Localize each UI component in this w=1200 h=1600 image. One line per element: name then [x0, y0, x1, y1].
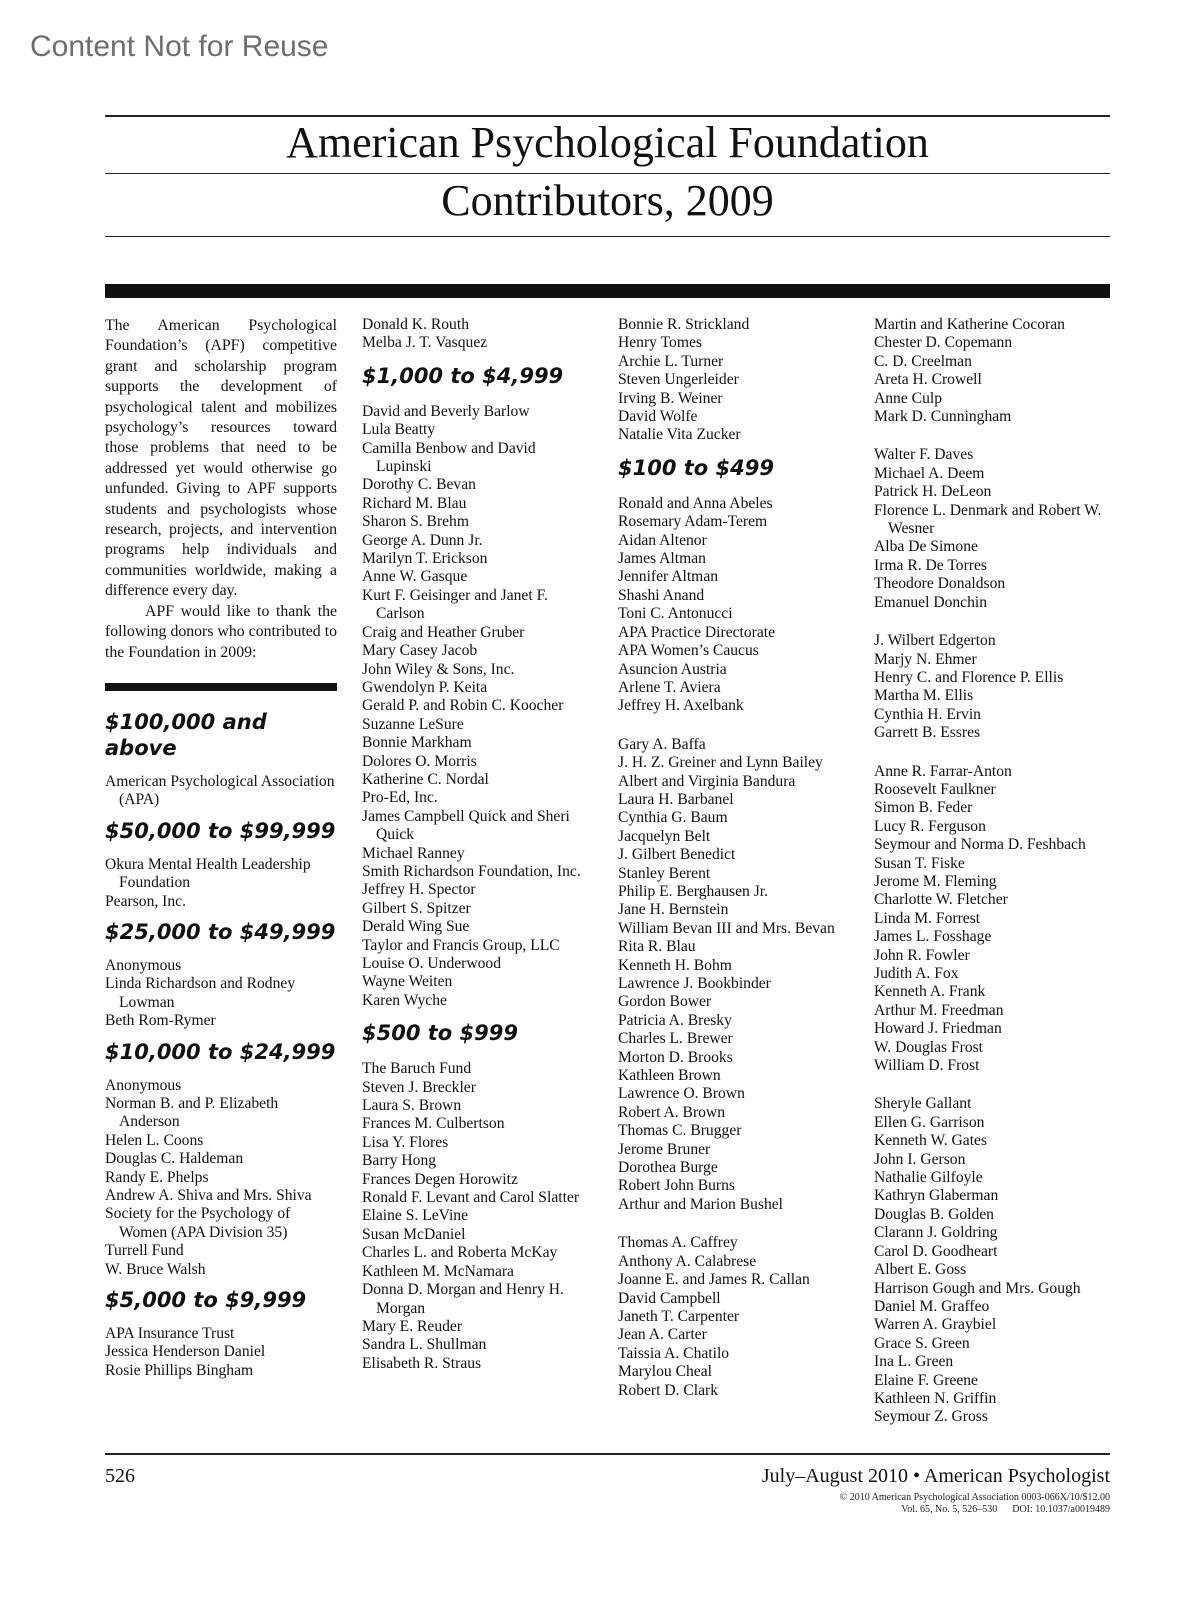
donor-name: Shashi Anand: [618, 586, 705, 604]
donor-name: Steven Ungerleider: [618, 371, 739, 389]
donor-name: Seymour and Norma D. Feshbach: [874, 836, 1086, 854]
donor-name: Arthur and Marion Bushel: [618, 1195, 784, 1213]
donor-name: Richard M. Blau: [362, 494, 467, 512]
donor-name: Aidan Altenor: [618, 531, 707, 549]
donor-name: Susan McDaniel: [362, 1225, 466, 1243]
donor-name: Howard J. Friedman: [874, 1020, 1002, 1038]
journal-issue: July–August 2010 • American Psychologist: [761, 1465, 1110, 1487]
donor-name: Arthur M. Freedman: [874, 1001, 1004, 1019]
donor-name: Asuncion Austria: [618, 660, 727, 678]
donor-name: W. Bruce Walsh: [105, 1260, 206, 1278]
donor-name: Donald K. Routh: [362, 316, 469, 333]
donor-name: Simon B. Feder: [874, 799, 973, 817]
donor-name: Toni C. Antonucci: [618, 605, 733, 623]
donor-name: Marjy N. Ehmer: [874, 650, 977, 668]
donor-name: Rosie Phillips Bingham: [105, 1361, 254, 1379]
donor-name: Jean A. Carter: [618, 1326, 707, 1344]
footer-rule: [105, 1453, 1110, 1455]
intro-paragraph-2: APF would like to thank the following donors who contributed to the Foundation in 2009:: [105, 602, 337, 661]
tier-heading: $500 to $999: [362, 1021, 518, 1046]
donor-name: Ronald F. Levant and Carol Slatter: [362, 1189, 580, 1207]
donor-name: Douglas B. Golden: [874, 1205, 994, 1223]
donor-name: George A. Dunn Jr.: [362, 531, 483, 549]
donor-list: [105, 773, 337, 810]
donor-name: Anthony A. Calabrese: [618, 1252, 757, 1270]
donor-name: APA Women’s Caucus: [618, 642, 759, 660]
donor-name: Karen Wyche: [362, 991, 447, 1009]
column-3: [618, 316, 850, 1400]
donor-name: William Bevan III and Mrs. Bevan: [618, 919, 835, 937]
donor-name: Thomas A. Caffrey: [618, 1234, 738, 1252]
donor-name: Wayne Weiten: [362, 973, 453, 991]
donor-name: Jessica Henderson Daniel: [105, 1343, 266, 1361]
donor-name: James Campbell Quick and Sheri Quick: [362, 807, 570, 844]
donor-name: Melba J. T. Vasquez: [362, 334, 488, 352]
donor-name: American Psychological Association (APA): [105, 772, 335, 809]
donor-name: Jerome M. Fleming: [874, 872, 997, 890]
donor-name: John I. Gerson: [874, 1150, 966, 1168]
column-1: [105, 316, 337, 1380]
donor-name: David Campbell: [618, 1289, 721, 1307]
donor-name: Carol D. Goodheart: [874, 1242, 998, 1260]
donor-name: Areta H. Crowell: [874, 371, 982, 389]
tier-heading: $10,000 to $24,999: [105, 1039, 336, 1064]
donor-name: Donna D. Morgan and Henry H. Morgan: [362, 1281, 564, 1317]
donor-name: Kathleen M. McNamara: [362, 1262, 514, 1280]
donor-name: Randy E. Phelps: [105, 1168, 209, 1186]
donor-list: [105, 957, 337, 1031]
donor-name: Mary E. Reuder: [362, 1317, 463, 1335]
donor-name: Craig and Heather Gruber: [362, 623, 525, 641]
donor-name: Pearson, Inc.: [105, 892, 186, 910]
donor-name: Robert D. Clark: [618, 1381, 719, 1399]
donor-name: The Baruch Fund: [362, 1060, 472, 1078]
donor-name: Stanley Berent: [618, 864, 711, 882]
donor-name: Jeffrey H. Axelbank: [618, 697, 744, 715]
tier-heading: $25,000 to $49,999: [105, 919, 336, 944]
donor-name: Bonnie R. Strickland: [618, 316, 750, 333]
donor-name: Kurt F. Geisinger and Janet F. Carlson: [362, 586, 548, 623]
donor-name: Garrett B. Essres: [874, 724, 981, 742]
donor-name: Lawrence J. Bookbinder: [618, 975, 771, 992]
title-thick-bar: [105, 284, 1110, 298]
donor-name: Katherine C. Nordal: [362, 770, 489, 788]
donor-name: Frances M. Culbertson: [362, 1115, 505, 1133]
donor-name: Marylou Cheal: [618, 1363, 712, 1381]
title-bottom-rule: [105, 236, 1110, 237]
donor-name: Charles L. and Roberta McKay: [362, 1244, 558, 1262]
donor-list: [618, 736, 850, 1215]
tier-heading: $50,000 to $99,999: [105, 818, 336, 843]
donor-name: Cynthia G. Baum: [618, 809, 728, 827]
tier-heading: $1,000 to $4,999: [362, 363, 564, 388]
donor-name: Patricia A. Bresky: [618, 1011, 732, 1029]
column-4: [874, 316, 1110, 1427]
donor-name: Suzanne LeSure: [362, 715, 464, 733]
donor-name: David Wolfe: [618, 408, 698, 426]
donor-name: Louise O. Underwood: [362, 955, 502, 972]
donor-name: Elaine F. Greene: [874, 1371, 978, 1389]
donor-name: Morton D. Brooks: [618, 1048, 733, 1066]
donor-name: Warren A. Graybiel: [874, 1316, 997, 1334]
donor-name: Michael A. Deem: [874, 464, 985, 482]
donor-name: Charlotte W. Fletcher: [874, 891, 1008, 909]
donor-name: Gordon Bower: [618, 993, 712, 1011]
donor-name: Linda Richardson and Rodney Lowman: [105, 975, 296, 1011]
donor-name: Jane H. Bernstein: [618, 901, 729, 919]
donor-name: Gary A. Baffa: [618, 735, 706, 753]
donor-name: APA Insurance Trust: [105, 1325, 235, 1343]
donor-name: Sharon S. Brehm: [362, 513, 469, 531]
donor-name: Beth Rom-Rymer: [105, 1012, 216, 1030]
donor-name: John R. Fowler: [874, 946, 970, 964]
column-2: [362, 316, 594, 1373]
donor-name: J. H. Z. Greiner and Lynn Bailey: [618, 754, 823, 772]
donor-name: APA Practice Directorate: [618, 623, 776, 641]
donor-name: Pro-Ed, Inc.: [362, 789, 438, 807]
donor-list: [105, 1077, 337, 1279]
donor-name: Sheryle Gallant: [874, 1095, 972, 1113]
donor-name: Helen L. Coons: [105, 1131, 204, 1149]
donor-name: Michael Ranney: [362, 844, 465, 862]
donor-name: Kenneth W. Gates: [874, 1132, 988, 1150]
donor-list: [362, 316, 594, 353]
donor-name: Natalie Vita Zucker: [618, 426, 741, 444]
donor-name: Barry Hong: [362, 1152, 437, 1170]
donor-name: Cynthia H. Ervin: [874, 705, 981, 723]
donor-name: Nathalie Gilfoyle: [874, 1169, 983, 1187]
donor-list: [874, 763, 1110, 1076]
donor-name: Ina L. Green: [874, 1353, 954, 1371]
donor-name: Kathleen Brown: [618, 1067, 721, 1085]
donor-name: Archie L. Turner: [618, 352, 724, 370]
donor-name: Charles L. Brewer: [618, 1030, 733, 1048]
donor-name: Irma R. De Torres: [874, 556, 987, 574]
donor-name: Camilla Benbow and David Lupinski: [362, 439, 536, 476]
donor-name: Harrison Gough and Mrs. Gough: [874, 1279, 1081, 1297]
donor-name: Anonymous: [105, 956, 182, 974]
donor-name: Lawrence O. Brown: [618, 1085, 745, 1103]
donor-name: Clarann J. Goldring: [874, 1224, 998, 1242]
donor-name: Andrew A. Shiva and Mrs. Shiva: [105, 1187, 312, 1204]
donor-name: W. Douglas Frost: [874, 1038, 984, 1056]
page-number: 526: [105, 1465, 135, 1487]
donor-list: [362, 1060, 594, 1373]
donor-name: Janeth T. Carpenter: [618, 1307, 740, 1325]
donor-name: David and Beverly Barlow: [362, 402, 530, 420]
donor-name: Albert and Virginia Bandura: [618, 772, 796, 790]
donor-name: J. Gilbert Benedict: [618, 846, 736, 864]
donor-name: Patrick H. DeLeon: [874, 483, 992, 501]
donor-name: John Wiley & Sons, Inc.: [362, 660, 515, 678]
donor-name: Joanne E. and James R. Callan: [618, 1271, 810, 1289]
donor-name: Irving B. Weiner: [618, 389, 723, 407]
donor-name: Anne Culp: [874, 389, 943, 407]
donor-name: Martin and Katherine Cocoran: [874, 316, 1065, 333]
donor-name: Taissia A. Chatilo: [618, 1344, 730, 1362]
donor-name: Smith Richardson Foundation, Inc.: [362, 862, 581, 880]
donor-name: Elisabeth R. Straus: [362, 1354, 482, 1372]
donor-list: [618, 495, 850, 716]
copyright-line: © 2010 American Psychological Association 0003-066X/10/$12.00: [839, 1492, 1110, 1503]
donor-name: Philip E. Berghausen Jr.: [618, 882, 769, 900]
donor-name: Roosevelt Faulkner: [874, 780, 996, 798]
donor-name: C. D. Creelman: [874, 352, 972, 370]
volume-doi-line: Vol. 65, No. 5, 526–530 DOI: 10.1037/a0019489: [901, 1504, 1110, 1515]
donor-name: Alba De Simone: [874, 538, 978, 556]
donor-name: Emanuel Donchin: [874, 593, 988, 611]
donor-name: Gilbert S. Spitzer: [362, 899, 471, 917]
donor-name: Okura Mental Health Leadership Foundation: [105, 855, 311, 892]
donor-name: Linda M. Forrest: [874, 909, 981, 927]
donor-name: Kenneth H. Bohm: [618, 956, 732, 974]
donor-name: James Altman: [618, 550, 706, 568]
donor-name: Lisa Y. Flores: [362, 1133, 449, 1151]
donor-name: Gwendolyn P. Keita: [362, 678, 488, 696]
donor-name: Rita R. Blau: [618, 938, 696, 956]
donor-name: Bonnie Markham: [362, 734, 472, 752]
donor-name: Dorothea Burge: [618, 1159, 718, 1177]
donor-name: Kathryn Glaberman: [874, 1187, 999, 1205]
donor-name: Anne R. Farrar-Anton: [874, 762, 1012, 780]
donor-name: Turrell Fund: [105, 1242, 184, 1260]
donor-name: Martha M. Ellis: [874, 687, 974, 705]
donor-name: Seymour Z. Gross: [874, 1408, 988, 1426]
donor-name: William D. Frost: [874, 1057, 980, 1075]
donor-name: Jerome Bruner: [618, 1140, 711, 1158]
donor-name: Ronald and Anna Abeles: [618, 494, 773, 512]
tier-heading: $100 to $499: [618, 455, 774, 480]
donor-name: Kenneth A. Frank: [874, 983, 986, 1001]
donor-name: Mary Casey Jacob: [362, 642, 478, 660]
watermark: Content Not for Reuse: [30, 30, 329, 63]
donor-name: Frances Degen Horowitz: [362, 1170, 518, 1188]
intro-paragraph-1: The American Psychological Foundation’s (APF) competitive grant and scholarship program supports the development of psychological talent and mobilizes psychology’s resources toward those problems that need to be addressed yet would otherwise go unfunded. Giving to APF supports students and psychologists whose research, projects, and intervention programs help individuals and communities worldwide, making a difference every day.: [105, 317, 337, 600]
donor-name: Walter F. Daves: [874, 446, 974, 464]
donor-name: Dorothy C. Bevan: [362, 476, 476, 494]
donor-name: J. Wilbert Edgerton: [874, 632, 996, 650]
donor-list: [618, 1234, 850, 1400]
donor-name: Sandra L. Shullman: [362, 1336, 487, 1354]
donor-name: Dolores O. Morris: [362, 752, 477, 770]
donor-name: Rosemary Adam-Terem: [618, 513, 768, 531]
section-divider-bar: [105, 683, 337, 691]
donor-name: Taylor and Francis Group, LLC: [362, 936, 560, 954]
donor-name: Steven J. Breckler: [362, 1078, 476, 1096]
donor-name: Judith A. Fox: [874, 965, 959, 982]
donor-name: Chester D. Copemann: [874, 334, 1013, 352]
intro-text: [105, 316, 337, 663]
donor-name: Theodore Donaldson: [874, 575, 1006, 593]
donor-name: Anne W. Gasque: [362, 568, 468, 586]
donor-name: Lula Beatty: [362, 421, 436, 439]
donor-name: Jennifer Altman: [618, 568, 719, 586]
donor-name: Society for the Psychology of Women (APA Division 35): [105, 1205, 291, 1241]
donor-list: [874, 1095, 1110, 1426]
donor-name: Kathleen N. Griffin: [874, 1389, 997, 1407]
donor-name: Lucy R. Ferguson: [874, 817, 986, 835]
donor-name: Ellen G. Garrison: [874, 1113, 985, 1131]
donor-name: Marilyn T. Erickson: [362, 550, 488, 568]
donor-name: Robert John Burns: [618, 1177, 735, 1195]
donor-list: [874, 316, 1110, 426]
donor-name: Douglas C. Haldeman: [105, 1150, 244, 1168]
donor-list: [874, 446, 1110, 612]
donor-name: Henry Tomes: [618, 334, 702, 352]
donor-name: Albert E. Goss: [874, 1261, 967, 1279]
tier-heading: $100,000 and above: [105, 709, 267, 760]
donor-list: [105, 1325, 337, 1380]
donor-name: Jeffrey H. Spector: [362, 881, 476, 899]
donor-name: Mark D. Cunningham: [874, 408, 1012, 426]
donor-name: Florence L. Denmark and Robert W. Wesner: [874, 501, 1102, 538]
donor-name: Anonymous: [105, 1076, 182, 1094]
donor-name: Daniel M. Graffeo: [874, 1297, 990, 1315]
donor-name: Jacquelyn Belt: [618, 827, 711, 845]
donor-name: Henry C. and Florence P. Ellis: [874, 668, 1064, 686]
donor-list: [362, 403, 594, 1010]
donor-name: Gerald P. and Robin C. Koocher: [362, 697, 564, 715]
donor-name: Robert A. Brown: [618, 1103, 725, 1121]
donor-list: [105, 856, 337, 911]
donor-name: Thomas C. Brugger: [618, 1122, 742, 1140]
donor-name: James L. Fosshage: [874, 928, 992, 946]
donor-name: Laura S. Brown: [362, 1097, 462, 1115]
donor-name: Grace S. Green: [874, 1334, 970, 1352]
donor-name: Susan T. Fiske: [874, 854, 965, 872]
donor-name: Laura H. Barbanel: [618, 790, 734, 808]
donor-list: [874, 632, 1110, 742]
title-line-2: Contributors, 2009: [441, 176, 774, 225]
donor-name: Elaine S. LeVine: [362, 1207, 469, 1225]
title-line-1: American Psychological Foundation: [286, 118, 929, 167]
donor-name: Norman B. and P. Elizabeth Anderson: [105, 1094, 279, 1131]
donor-name: Derald Wing Sue: [362, 918, 470, 936]
tier-heading: $5,000 to $9,999: [105, 1288, 307, 1313]
donor-name: Arlene T. Aviera: [618, 678, 721, 696]
donor-list: [618, 316, 850, 445]
